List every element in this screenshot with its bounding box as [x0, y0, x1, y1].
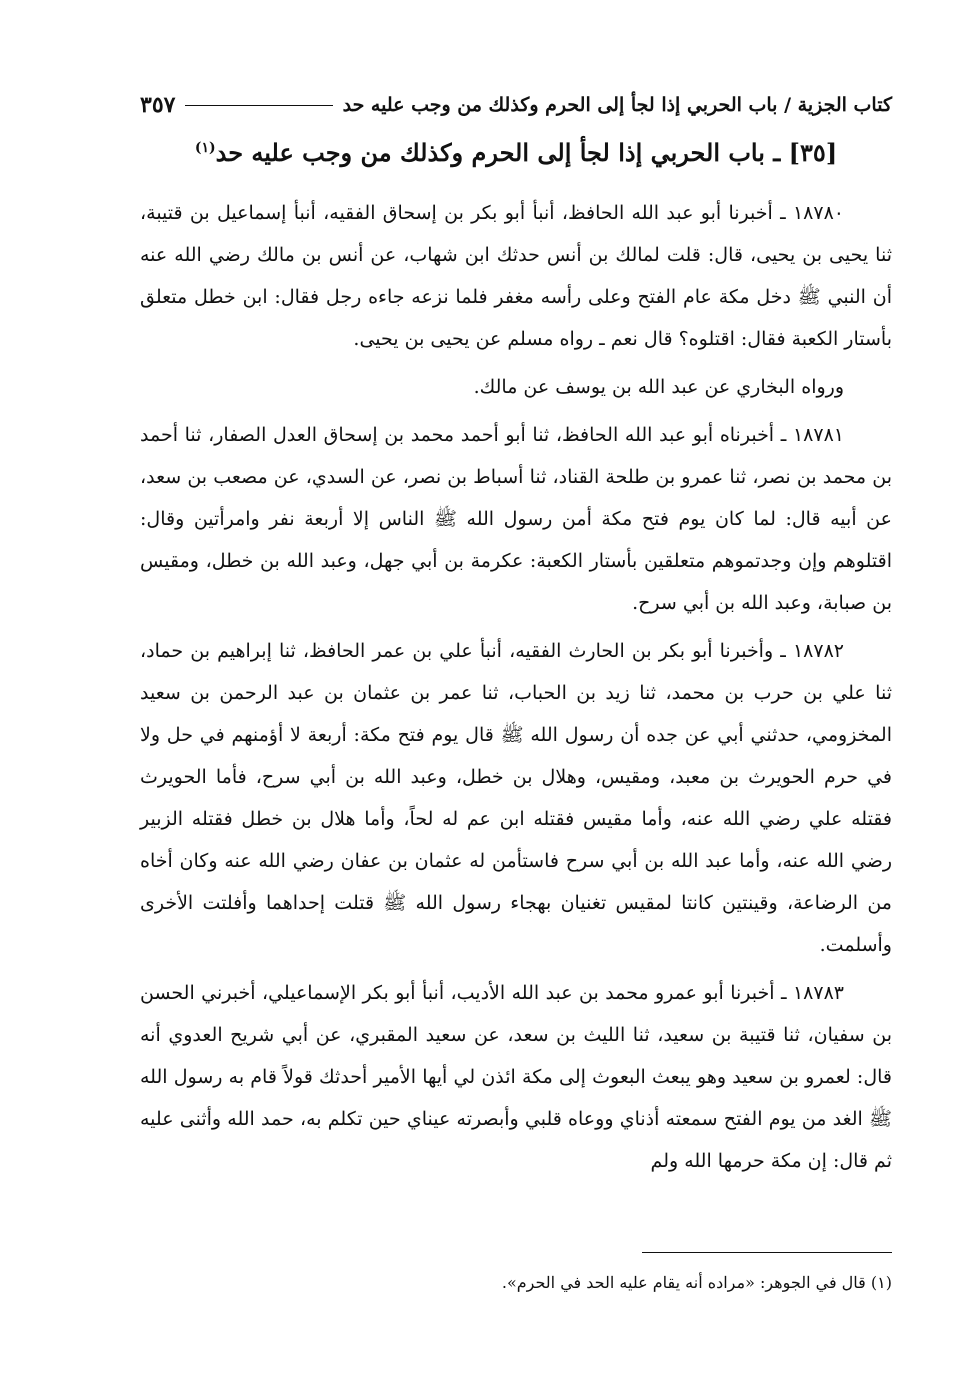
footnote: (١) قال في الجوهر: «مراده أنه يقام عليه الحد في الحرم».	[501, 1273, 892, 1292]
running-header	[140, 88, 892, 122]
chapter-heading	[140, 138, 892, 167]
page-number: ٣٥٧	[140, 92, 176, 118]
chapter-title: [٣٥] ـ باب الحربي إذا لجأ إلى الحرم وكذلك من وجب عليه حد	[215, 138, 838, 167]
header-rule	[185, 105, 332, 106]
body-text	[140, 192, 892, 1188]
narration-note: ورواه البخاري عن عبد الله بن يوسف عن مالك.	[473, 376, 844, 398]
hadith-18782: ١٨٧٨٢ ـ وأخبرنا أبو بكر بن الحارث الفقيه، أنبأ علي بن عمر الحافظ، ثنا إبراهيم بن حماد، ثنا علي بن حرب بن محمد، ثنا زيد بن الحباب، ثنا عمر بن عثمان بن عبد الرحمن بن سعيد المخزومي، حدثني أبي عن جده أن رسول الله ﷺ قال يوم فتح مكة: أربعة لا أؤمنهم في حل ولا في حرم الحويرث بن معبد، ومقيس، وهلال بن خطل، وعبد الله بن أبي سرح، فأما الحويرث فقتله علي رضي الله عنه، وأما مقيس فقتله ابن عم له لحاً، وأما هلال بن خطل فقتله الزبير رضي الله عنه، وأما عبد الله بن أبي سرح فاستأمن له عثمان بن عفان رضي الله عنه وكان أخاه من الرضاعة، وقينتين كانتا لمقيس تغنيان بهجاء رسول الله ﷺ قتلت إحداهما وأفلتت الأخرى وأسلمت.	[140, 640, 892, 956]
footnote-marker: (١)	[194, 140, 216, 156]
hadith-18783: ١٨٧٨٣ ـ أخبرنا أبو عمرو محمد بن عبد الله الأديب، أنبأ أبو بكر الإسماعيلي، أخبرني الحسن بن سفيان، ثنا قتيبة بن سعيد، ثنا الليث بن سعد، عن سعيد المقبري، عن أبي شريح العدوي أنه قال: لعمرو بن سعيد وهو يبعث البعوث إلى مكة ائذن لي أيها الأمير أحدثك قولاً قام به رسول الله ﷺ الغد من يوم الفتح سمعته أذناي ووعاه قلبي وأبصرته عيناي حين تكلم به، حمد الله وأثنى عليه ثم قال: إن مكة حرمها الله ولم	[140, 982, 892, 1172]
running-title: كتاب الجزية / باب الحربي إذا لجأ إلى الحرم وكذلك من وجب عليه حد	[342, 94, 892, 116]
hadith-18780: ١٨٧٨٠ ـ أخبرنا أبو عبد الله الحافظ، أنبأ أبو بكر بن إسحاق الفقيه، أنبأ إسماعيل بن قتيبة، ثنا يحيى بن يحيى، قال: قلت لمالك بن أنس حدثك ابن شهاب، عن أنس بن مالك رضي الله عنه أن النبي ﷺ دخل مكة عام الفتح وعلى رأسه مغفر فلما نزعه جاءه رجل فقال: ابن خطل متعلق بأستار الكعبة فقال: اقتلوه؟ قال نعم ـ رواه مسلم عن يحيى بن يحيى.	[140, 202, 892, 350]
footnote-rule	[642, 1252, 892, 1253]
hadith-18781: ١٨٧٨١ ـ أخبرناه أبو عبد الله الحافظ، ثنا أبو أحمد محمد بن إسحاق العدل الصفار، ثنا أحمد بن محمد بن نصر، ثنا عمرو بن طلحة القناد، ثنا أسباط بن نصر، عن السدي، عن مصعب بن سعد، عن أبيه قال: لما كان يوم فتح مكة أمن رسول الله ﷺ الناس إلا أربعة نفر وامرأتين وقال: اقتلوهم وإن وجدتموهم متعلقين بأستار الكعبة: عكرمة بن أبي جهل، وعبد الله بن خطل، ومقيس بن صبابة، وعبد الله بن أبي سرح.	[140, 424, 892, 614]
